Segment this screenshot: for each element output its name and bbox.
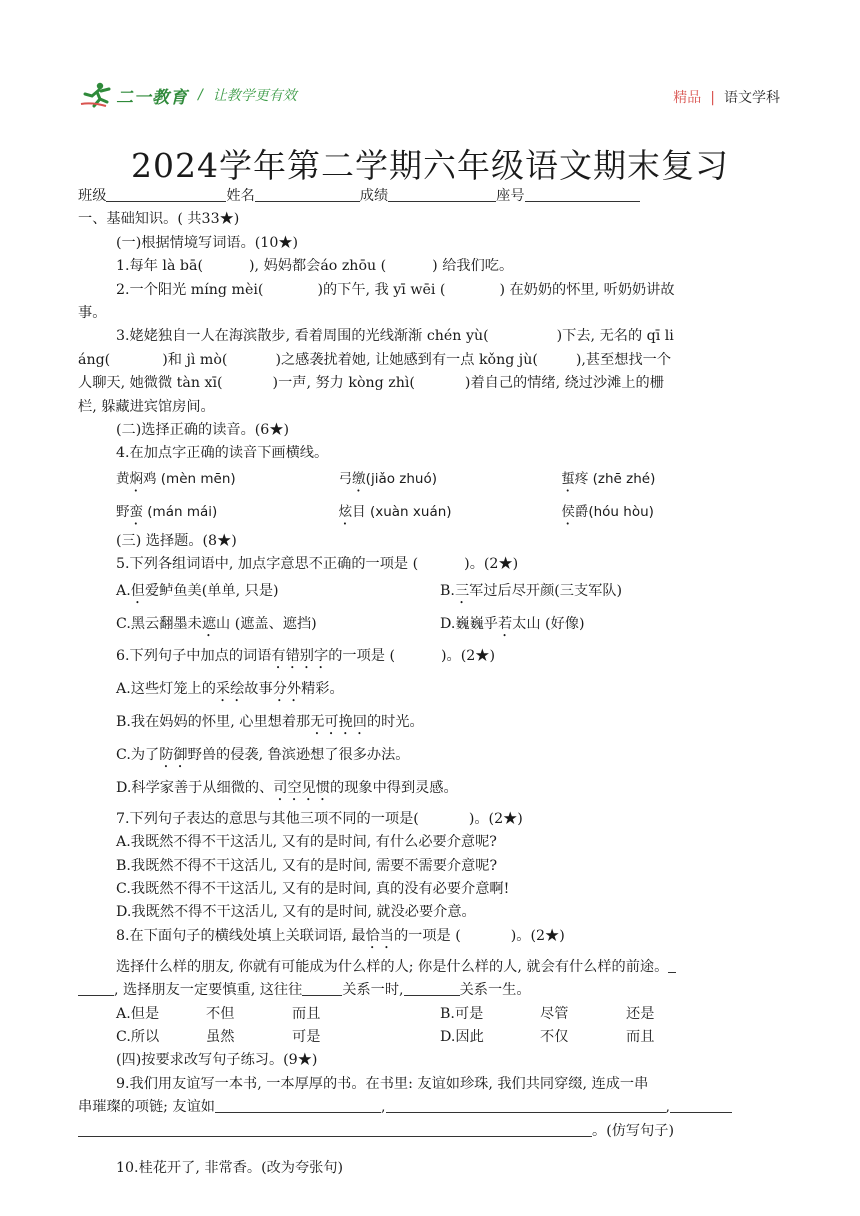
q8-opt-b-2[interactable]: 尽管 [540,1005,569,1022]
class-blank[interactable] [106,185,226,202]
header-slash: / [198,87,203,103]
q5-part-a: 5.下列各组词语中, 加点字意思不正确的一项是 ( [116,556,419,573]
logo-text: 二一教育 [116,87,188,108]
opt-dotted: 但 [130,582,145,599]
score-label: 成绩 [359,188,389,204]
q9-text: , [380,1099,386,1116]
q7-option-a[interactable]: A.我既然不得不干这活儿, 又有的是时间, 有什么必要介意呢? [116,834,497,851]
pronunciation-row-1 [78,468,784,495]
pron-text: 黄 [116,470,130,487]
q6-option-c[interactable] [78,744,784,771]
q8-text: 的一项是 ( [393,927,461,944]
name-label: 姓名 [226,188,255,204]
pron-text: 目 (xuàn xuán) [352,503,452,520]
q3-part-c: áng( [78,351,111,368]
q8-text: )。(2★) [510,927,565,944]
q7-text: 7.下列句子表达的意思与其他三项不同的一项是( [116,810,419,827]
pron-item-3[interactable] [561,468,784,495]
q5-option-b[interactable] [440,580,622,607]
q8-passage-line-1 [78,956,784,979]
question-1 [78,255,784,278]
q3-part-e: )之感袭扰着她, 让她感到有一点 kǒng jù( [275,351,538,368]
q3-part-i: )着自己的情绪, 绕过沙滩上的栅 [464,375,664,392]
opt-dotted: 遮 [201,615,217,632]
q6-text: )。(2★) [440,647,495,664]
opt-text: B. [440,582,455,599]
seat-label: 座号 [496,188,525,204]
q8-opt-c-1[interactable]: C.所以 [116,1028,160,1045]
pron-text: 野 [116,503,130,520]
q5-option-a[interactable] [116,580,440,607]
q8-options-row-2 [78,1026,784,1049]
score-blank[interactable] [388,185,496,202]
q8-fill-1a[interactable] [668,956,676,973]
pron-item-4[interactable] [116,501,339,528]
opt-dotted: 分外 [272,680,302,697]
pron-dotted: 侯 [561,503,575,520]
q8-opt-c-3[interactable]: 可是 [292,1028,321,1045]
question-9-line-2 [78,1096,784,1119]
header-separator: | [710,90,715,106]
opt-dotted: 若 [497,615,513,632]
q8-dotted: 恰当 [365,927,394,944]
opt-text: 的现象中得到灵感。 [330,779,458,796]
q8-opt-d-2[interactable]: 不仅 [540,1028,569,1045]
q9-blank-3[interactable] [670,1096,732,1113]
exam-content [78,185,784,1180]
q8-passage: , 选择朋友一定要慎重, 这往往 [114,982,303,999]
q8-opt-a-3[interactable]: 而且 [292,1005,321,1022]
q6-option-d[interactable] [78,777,784,804]
slogan: 让教学更有效 [212,88,297,104]
q3-part-a: 3.姥姥独自一人在海滨散步, 看着周围的光线渐渐 chén yù( [116,328,489,345]
q1-part-a: 1.每年 là bā( [116,258,204,275]
opt-text: 野兽的侵袭, 鲁滨逊想了很多办法。 [187,746,410,763]
q8-options-row-1 [78,1003,784,1026]
name-blank[interactable] [255,185,360,202]
pron-item-1[interactable] [116,468,339,495]
q8-opt-c-2[interactable]: 虽然 [206,1028,235,1045]
opt-dotted: 防御 [159,746,188,763]
opt-text: C.黑云翻墨未 [116,615,202,632]
pron-text: (jiǎo zhuó) [365,470,437,487]
pron-dotted: 缴 [352,470,366,487]
question-9-line-3 [78,1120,784,1143]
q5-option-d[interactable] [440,613,585,640]
subject-label: 语文学科 [724,90,780,106]
q3-part-f: ),甚至想找一个 [575,351,672,368]
q8-opt-a-1[interactable]: A.但是 [116,1005,160,1022]
pron-text: 鸡 (mèn mēn) [143,470,236,487]
question-5 [78,553,784,576]
q8-opt-b-3[interactable]: 还是 [626,1005,655,1022]
question-2 [78,279,784,302]
q6-option-a[interactable] [78,678,784,705]
opt-text: D.科学家善于从细微的、 [116,779,274,796]
opt-text: 的时光。 [366,713,424,730]
q8-opt-b-1[interactable]: B.可是 [440,1005,484,1022]
q7-text: )。(2★) [468,810,523,827]
opt-text: 精彩。 [301,680,344,697]
q6-dotted: 有错别字 [271,647,329,664]
q3-part-b: )下去, 无名的 qī li [556,328,674,345]
pron-dotted: 炫 [338,503,353,520]
section-1-heading: 一、基础知识。( 共33★) [78,211,240,228]
q8-fill-3[interactable] [404,979,460,996]
question-3-line-3 [78,372,784,395]
q6-text: 的一项是 ( [328,647,395,664]
q3-part-g: 人聊天, 她微微 tàn xī( [78,375,223,392]
pron-text: 爵(hóu hòu) [574,503,654,520]
q6-text: 6.下列句子中加点的词语 [116,647,272,664]
student-info-row [78,185,784,208]
subsection-3-heading: (三) 选择题。(8★) [116,532,237,549]
page-title: 2024学年第二学期六年级语文期末复习 [131,146,729,185]
opt-dotted: 采绘 [215,680,245,697]
opt-text: C.为了 [116,746,160,763]
question-3-line-2 [78,349,784,372]
question-4: 4.在加点字正确的读音下画横线。 [116,445,329,462]
logo [80,82,297,108]
subsection-4-heading: (四)按要求改写句子练习。(9★) [116,1052,318,1069]
pron-text: 弓 [338,470,353,487]
q8-fill-2[interactable] [302,979,342,996]
q9-blank-4[interactable] [78,1120,592,1137]
q2-part-c: ) 在奶奶的怀里, 听奶奶讲故 [499,281,675,298]
q5-option-c[interactable] [116,613,440,640]
pron-dotted: 蛮 [129,503,143,520]
opt-dotted: 三 [454,582,470,599]
pron-item-2[interactable] [339,468,562,495]
q8-opt-a-2[interactable]: 不但 [206,1005,235,1022]
pron-dotted: 焖 [129,470,143,487]
q5-options-row-1 [78,580,784,607]
subsection-1-heading: (一)根据情境写词语。(10★) [116,234,299,251]
question-8 [78,925,784,952]
q1-part-b: ), 妈妈都会áo zhōu ( [249,258,387,275]
opt-text: A.这些灯笼上的 [116,680,216,697]
opt-text: A. [116,582,131,599]
subsection-2-heading: (二)选择正确的读音。(6★) [116,422,290,439]
opt-text: 故事 [244,680,273,697]
question-3-line-4: 栏, 躲藏进宾馆房间。 [78,398,215,415]
class-label: 班级 [78,188,107,204]
opt-text: 太山 (好像) [512,615,585,632]
q7-option-d[interactable]: D.我既然不得不干这活儿, 又有的是时间, 就没必要介意。 [116,904,476,921]
opt-dotted: 司空见惯 [273,779,331,796]
q8-fill-1b[interactable] [78,979,114,996]
q2-part-b: )的下午, 我 yī wēi ( [317,281,446,298]
q9-text: , [665,1099,671,1116]
opt-text: D.巍巍乎 [440,615,498,632]
quality-label: 精品 [673,90,702,106]
q9-text: 串璀璨的项链; 友谊如 [78,1099,215,1116]
q7-option-c[interactable]: C.我既然不得不干这活儿, 又有的是时间, 真的没有必要介意啊! [116,880,510,897]
pron-item-5[interactable] [339,501,562,528]
seat-blank[interactable] [525,185,640,202]
question-6 [78,645,784,672]
q8-text: 8.在下面句子的横线处填上关联词语, 最 [116,927,366,944]
q5-part-b: )。(2★) [464,556,519,573]
q2-part-a: 2.一个阳光 míng mèi( [116,281,264,298]
header-right [673,87,780,107]
q8-passage: 选择什么样的朋友, 你就有可能成为什么样的人; 你是什么样的人, 就会有什么样的前途。 [116,958,669,975]
q3-part-h: )一声, 努力 kòng zhì( [272,375,415,392]
q9-text: 。(仿写句子) [592,1122,675,1139]
runner-logo-icon [80,82,114,108]
pronunciation-row-2 [78,501,784,528]
q8-passage: 关系一时, [342,982,404,999]
question-7 [78,808,784,831]
q7-option-b[interactable]: B.我既然不得不干这活儿, 又有的是时间, 需要不需要介意呢? [116,857,498,874]
q1-part-c: ) 给我们吃。 [432,258,514,275]
opt-text: B.我在妈妈的怀里, 心里想着那 [116,713,311,730]
q8-opt-d-1[interactable]: D.因此 [440,1028,484,1045]
q5-options-row-2 [78,613,784,640]
pron-text: 疼 (zhē zhé) [574,470,656,487]
q8-passage: 关系一生。 [459,982,531,999]
q6-option-b[interactable] [78,711,784,738]
pron-item-6[interactable] [561,501,784,528]
question-10: 10.桂花开了, 非常香。(改为夸张句) [116,1159,344,1176]
opt-text: 军过后尽开颜(三支军队) [469,582,623,599]
opt-dotted: 无可挽回 [310,713,367,730]
question-3-line-1 [78,325,784,348]
q9-blank-1[interactable] [215,1096,381,1113]
q8-opt-d-3[interactable]: 而且 [626,1028,655,1045]
q3-part-d: )和 jì mò( [162,351,228,368]
q9-blank-2[interactable] [386,1096,666,1113]
pron-dotted: 蜇 [561,470,575,487]
page-header [80,80,780,112]
opt-text: 爱鲈鱼美(单单, 只是) [144,582,279,599]
question-2-cont: 事。 [78,305,107,322]
opt-text: 山 (遮盖、遮挡) [216,615,317,632]
pron-text: (mán mái) [143,503,218,520]
question-9-line-1: 9.我们用友谊写一本书, 一本厚厚的书。在书里: 友谊如珍珠, 我们共同穿缀, 连成一串 [116,1075,649,1092]
q8-passage-line-2 [78,979,784,1002]
